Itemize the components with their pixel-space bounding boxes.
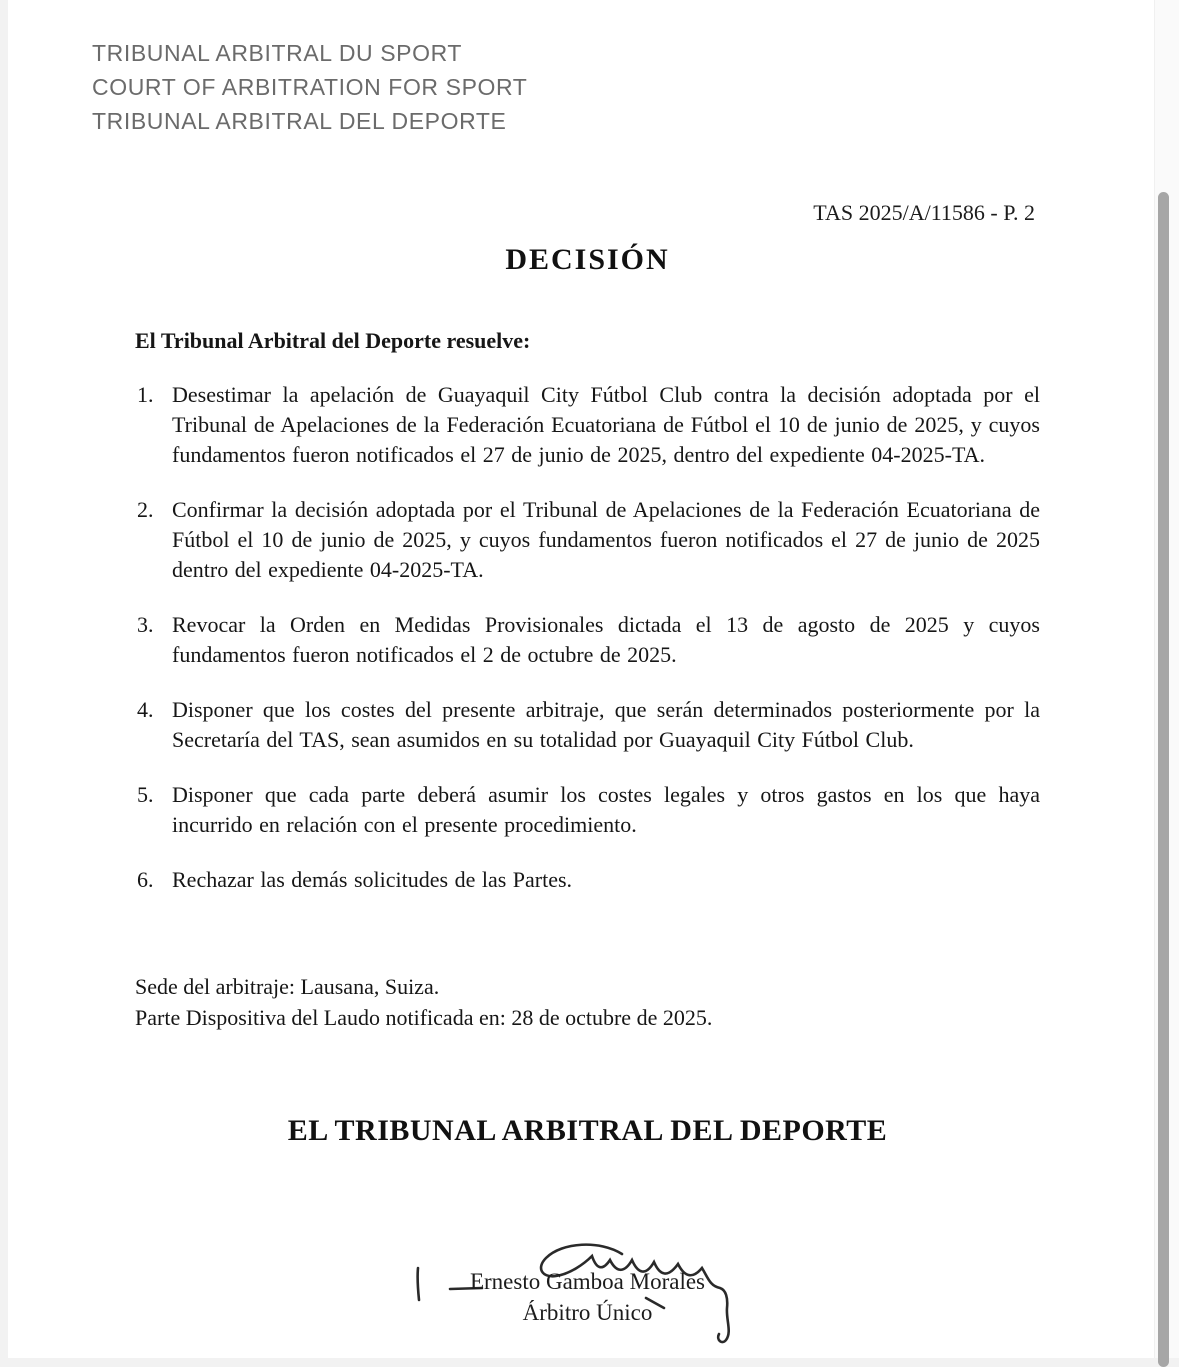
- notification-line: Parte Dispositiva del Laudo notificada en: 28 de octubre de 2025.: [135, 1005, 713, 1030]
- resolution-item: [137, 780, 1040, 840]
- item-text: Confirmar la decisión adoptada por el Tribunal de Apelaciones de la Federación Ecuatoriana de Fútbol el 10 de junio de 2025, y cuyos fundamentos fueron notificados el 27 de junio de 2025 dentro del expediente 04-2025-TA.: [172, 497, 1040, 582]
- resolution-item: [137, 495, 1040, 585]
- resolution-intro: El Tribunal Arbitral del Deporte resuelve:: [135, 328, 531, 353]
- letterhead-line-en: COURT OF ARBITRATION FOR SPORT: [92, 74, 528, 100]
- item-number: 6.: [137, 867, 154, 892]
- item-text: Desestimar la apelación de Guayaquil City Fútbol Club contra la decisión adoptada por el Tribunal de Apelaciones de la Federación Ecuatoriana de Fútbol el 10 de junio de 2025, y cuyos fundamentos fueron notificados el 27 de junio de 2025, dentro del expediente 04-2025-TA.: [172, 382, 1040, 467]
- scrollbar-thumb[interactable]: [1158, 192, 1169, 1367]
- signer-role: Árbitro Único: [522, 1300, 653, 1325]
- item-text: Disponer que cada parte deberá asumir los costes legales y otros gastos en los que haya incurrido en relación con el presente procedimiento.: [172, 782, 1040, 837]
- item-number: 4.: [137, 697, 154, 722]
- resolution-item: [137, 695, 1040, 755]
- signer-name: Ernesto Gamboa Morales: [469, 1269, 706, 1294]
- signature-block: [135, 1266, 1040, 1328]
- resolution-item: [137, 865, 1040, 895]
- item-text: Rechazar las demás solicitudes de las Partes.: [172, 867, 573, 892]
- item-number: 3.: [137, 612, 154, 637]
- item-text: Disponer que los costes del presente arbitraje, que serán determinados posteriormente por la Secretaría del TAS, sean asumidos en su totalidad por Guayaquil City Fútbol Club.: [172, 697, 1040, 752]
- letterhead-line-es: TRIBUNAL ARBITRAL DEL DEPORTE: [92, 108, 507, 134]
- item-number: 5.: [137, 782, 154, 807]
- item-number: 1.: [137, 382, 154, 407]
- decision-title: DECISIÓN: [505, 243, 670, 276]
- tribunal-heading: EL TRIBUNAL ARBITRAL DEL DEPORTE: [287, 1114, 888, 1147]
- letterhead-line-fr: TRIBUNAL ARBITRAL DU SPORT: [92, 40, 463, 66]
- item-text: Revocar la Orden en Medidas Provisionales dictada el 13 de agosto de 2025 y cuyos fundamentos fueron notificados el 2 de octubre de 2025.: [172, 612, 1040, 667]
- resolution-item: [137, 610, 1040, 670]
- item-number: 2.: [137, 497, 154, 522]
- seat-line: Sede del arbitraje: Lausana, Suiza.: [135, 974, 440, 999]
- case-reference: TAS 2025/A/11586 - P. 2: [813, 200, 1035, 225]
- letterhead: [92, 36, 527, 138]
- seat-block: [135, 971, 1040, 1033]
- resolution-item: [137, 380, 1040, 470]
- resolution-list: [137, 380, 1040, 920]
- document-page: [8, 0, 1179, 1358]
